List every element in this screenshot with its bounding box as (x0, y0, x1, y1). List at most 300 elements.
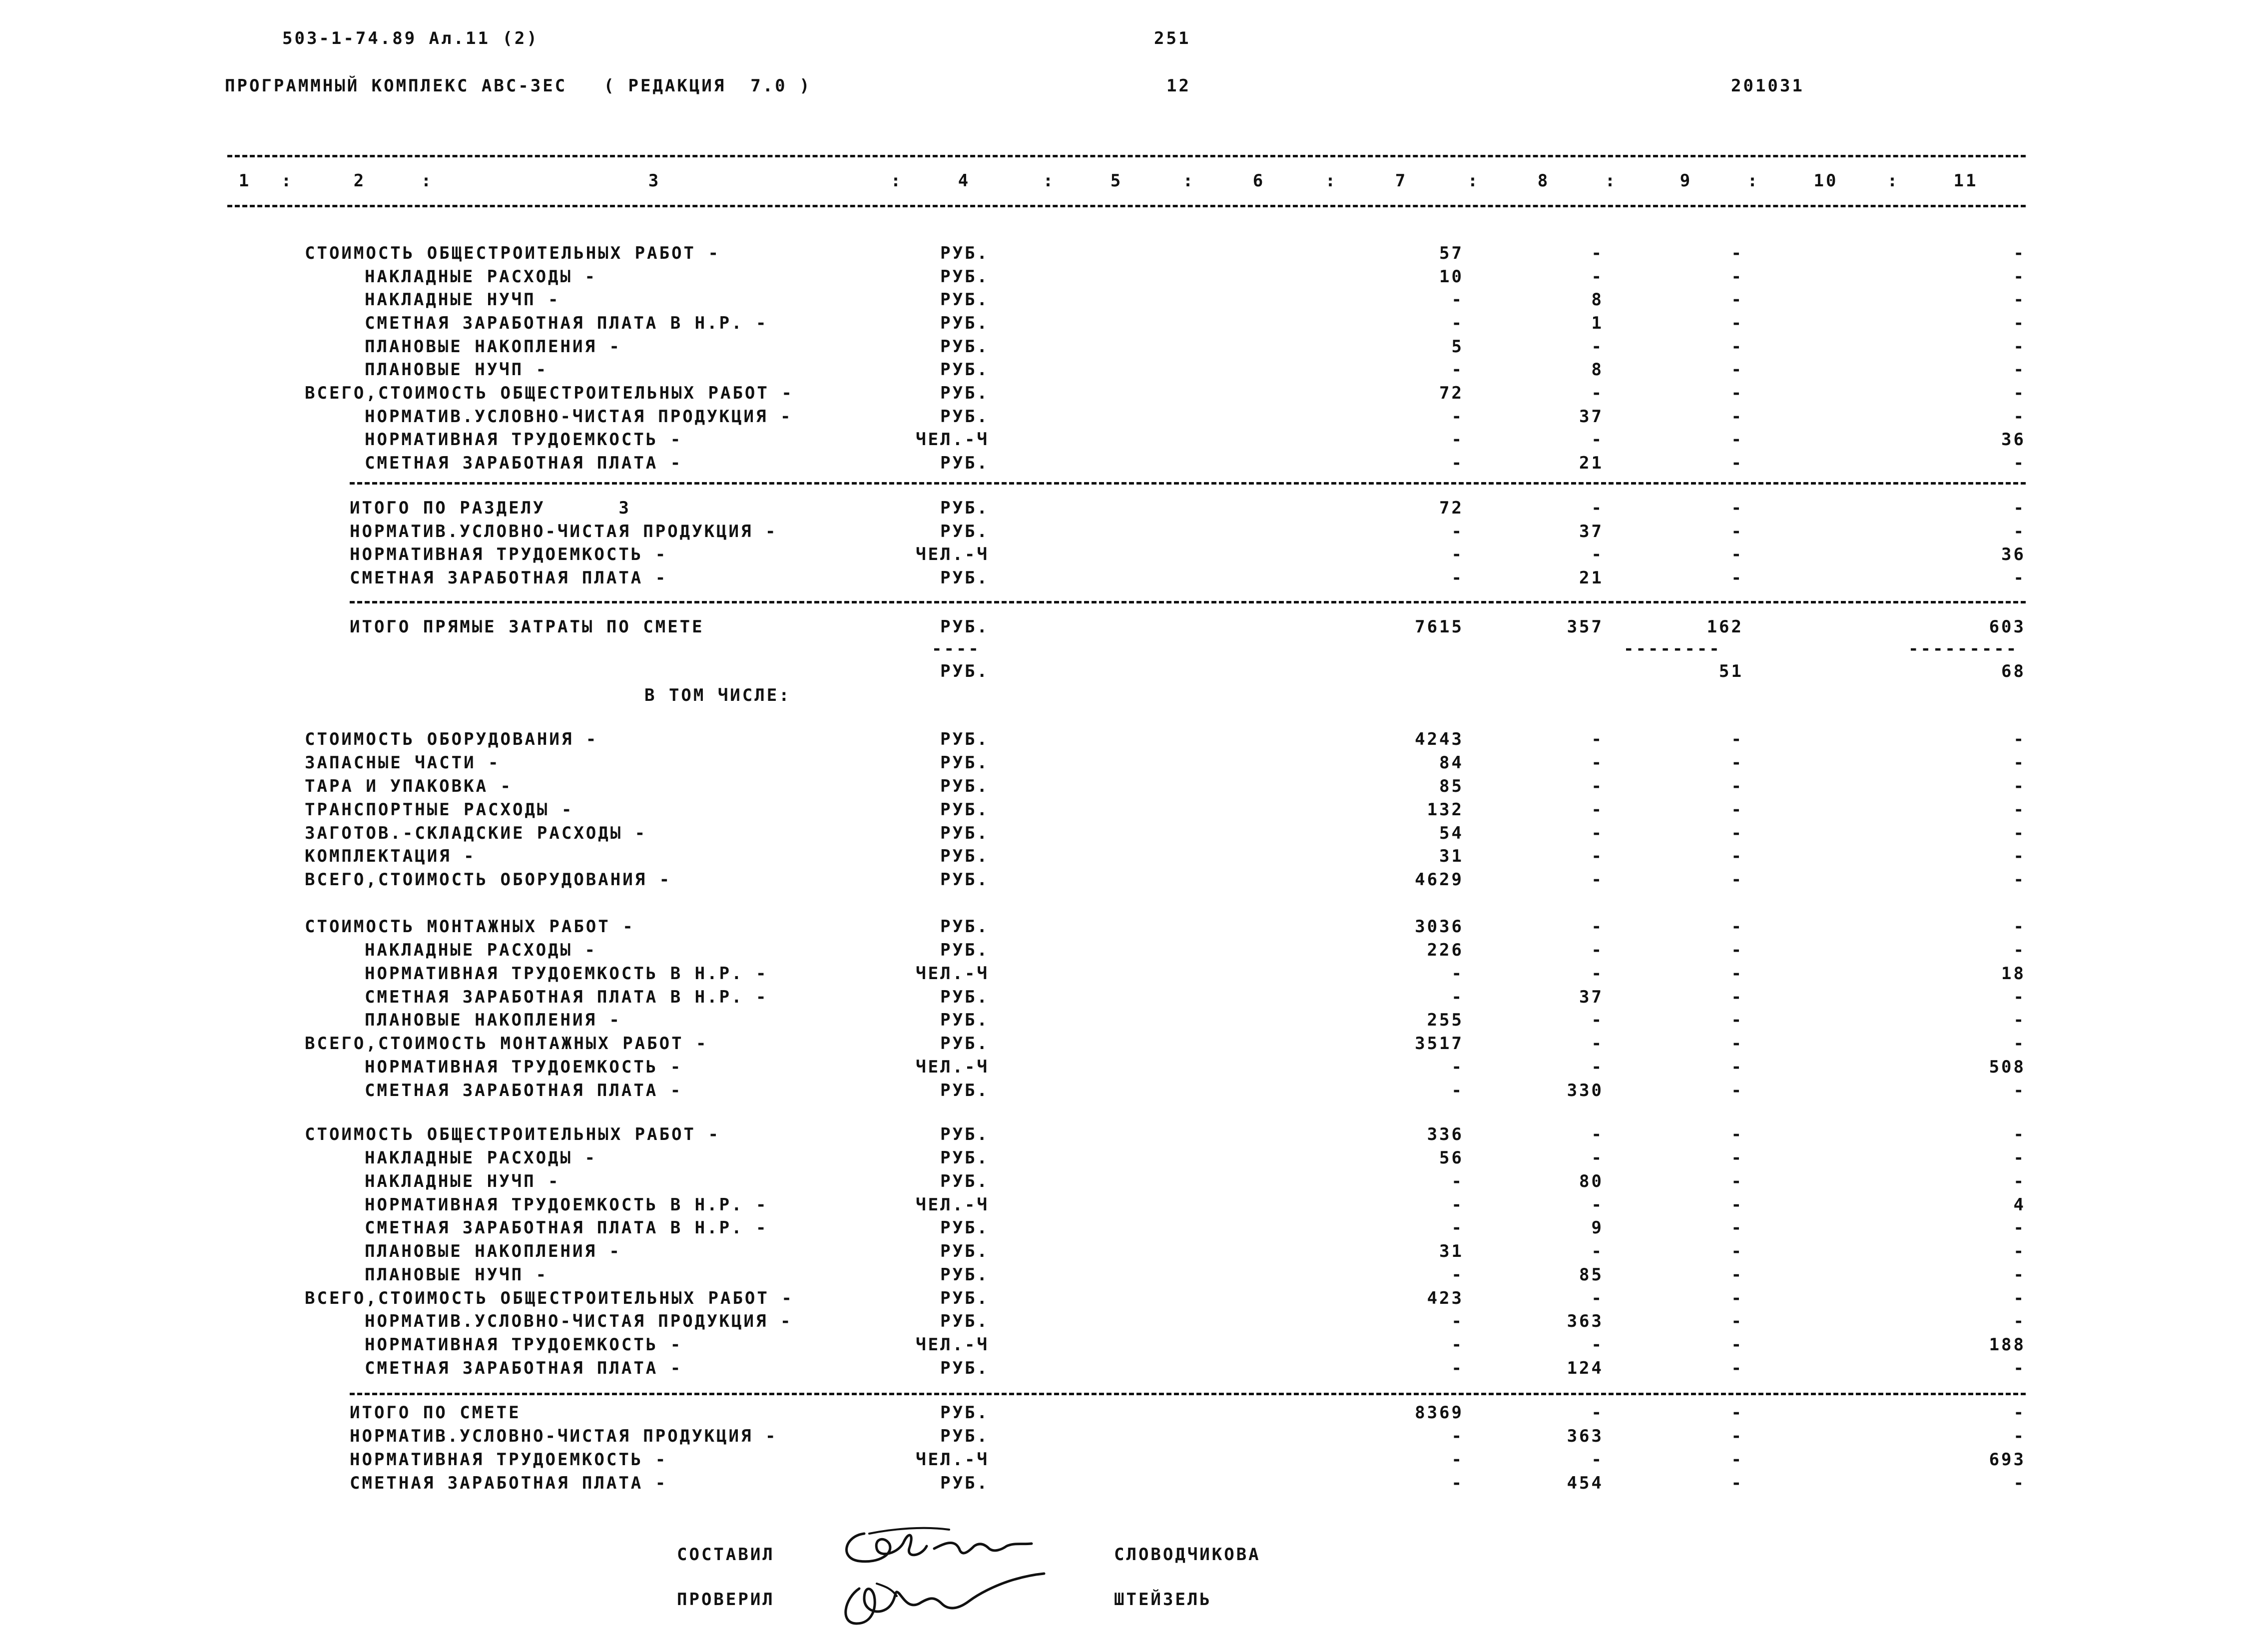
row-col11: 36 (2001, 545, 2026, 564)
row-col9: - (1731, 498, 1743, 518)
row-col9: - (1731, 1171, 1743, 1191)
row-col8: - (1591, 1241, 1604, 1261)
row-col11: - (2013, 870, 2026, 890)
row-col9: - (1731, 1358, 1743, 1378)
row-col11: 508 (1989, 1057, 2026, 1077)
row-col7: 54 (1439, 823, 1464, 843)
row-unit: РУБ. (940, 1473, 989, 1493)
row-unit: РУБ. (940, 617, 989, 637)
row-col8: - (1591, 846, 1604, 866)
column-header: 8 (1537, 171, 1550, 191)
row-unit: РУБ. (940, 337, 989, 357)
row-col8: - (1591, 1195, 1604, 1215)
row-col9: - (1731, 290, 1743, 310)
row-col7: - (1451, 1335, 1464, 1355)
column9-underline: -------- (1624, 639, 1721, 659)
row-col9: - (1731, 360, 1743, 380)
row-label: ПЛАНОВЫЕ НУЧП - (365, 1265, 549, 1285)
row-col7: 7615 (1415, 617, 1464, 637)
row-col8: 9 (1591, 1218, 1604, 1238)
row-col7: - (1451, 987, 1464, 1007)
row-label: ИТОГО ПО СМЕТЕ (350, 1403, 521, 1423)
row-col9: - (1731, 1473, 1743, 1493)
signature-compiled (834, 1519, 1044, 1574)
row-col11: - (2013, 1034, 2026, 1054)
row-label: НАКЛАДНЫЕ РАСХОДЫ - (365, 1148, 597, 1168)
row-col7: 255 (1427, 1010, 1464, 1030)
row-col7: - (1451, 1057, 1464, 1077)
page-number: 251 (1154, 28, 1191, 48)
row-col8: 363 (1567, 1311, 1604, 1331)
row-unit: РУБ. (940, 823, 989, 843)
row-col11: 4 (2013, 1195, 2026, 1215)
row-unit: РУБ. (940, 1034, 989, 1054)
row-unit: РУБ. (940, 870, 989, 890)
row-unit: ЧЕЛ.-Ч (916, 964, 989, 984)
row-col11: - (2013, 1403, 2026, 1423)
row-col9: - (1731, 1241, 1743, 1261)
doc-code: 503-1-74.89 Ал.11 (2) (282, 28, 539, 48)
column-header: 9 (1680, 171, 1692, 191)
row-col9: - (1731, 1311, 1743, 1331)
row-unit: РУБ. (940, 661, 989, 681)
program-title: ПРОГРАММНЫЙ КОМПЛЕКС АВС-ЗЕС ( РЕДАКЦИЯ 7.0 ) (225, 76, 812, 96)
row-col9: - (1731, 1335, 1743, 1355)
row-label: ЗАПАСНЫЕ ЧАСТИ - (305, 753, 501, 773)
section-separator (350, 601, 2026, 603)
row-unit: РУБ. (940, 522, 989, 542)
row-unit: РУБ. (940, 800, 989, 820)
row-unit: РУБ. (940, 360, 989, 380)
row-label: ТРАНСПОРТНЫЕ РАСХОДЫ - (305, 800, 574, 820)
row-col8: - (1591, 940, 1604, 960)
row-unit: РУБ. (940, 1358, 989, 1378)
row-col11: - (2013, 1358, 2026, 1378)
row-col9: - (1731, 964, 1743, 984)
row-unit: РУБ. (940, 1010, 989, 1030)
row-label: НОРМАТИВ.УСЛОВНО-ЧИСТАЯ ПРОДУКЦИЯ - (365, 1311, 793, 1331)
unit-underline: ---- (932, 639, 981, 659)
row-label: ПЛАНОВЫЕ НАКОПЛЕНИЯ - (365, 1010, 621, 1030)
row-unit: РУБ. (940, 987, 989, 1007)
row-col11: - (2013, 800, 2026, 820)
row-col7: - (1451, 407, 1464, 427)
row-unit: РУБ. (940, 313, 989, 333)
row-col8: - (1591, 1010, 1604, 1030)
row-col11: - (2013, 383, 2026, 403)
row-label: НАКЛАДНЫЕ РАСХОДЫ - (365, 267, 597, 287)
row-label: КОМПЛЕКТАЦИЯ - (305, 846, 476, 866)
row-label: НОРМАТИВНАЯ ТРУДОЕМКОСТЬ - (365, 1057, 683, 1077)
row-col8: 21 (1579, 453, 1604, 473)
row-col7: 85 (1439, 776, 1464, 796)
row-col11: - (2013, 940, 2026, 960)
row-col7: 5 (1451, 337, 1464, 357)
row-col9: - (1731, 1034, 1743, 1054)
row-col11: - (2013, 407, 2026, 427)
row-col9: - (1731, 753, 1743, 773)
column-header: 4 (958, 171, 971, 191)
row-unit: РУБ. (940, 453, 989, 473)
row-label: СМЕТНАЯ ЗАРАБОТНАЯ ПЛАТА В Н.Р. - (365, 1218, 768, 1238)
row-col9: - (1731, 1403, 1743, 1423)
row-label: НОРМАТИВНАЯ ТРУДОЕМКОСТЬ - (350, 1450, 668, 1470)
signature-checked (829, 1569, 1049, 1634)
row-col11: 36 (2001, 430, 2026, 450)
row-col9: - (1731, 243, 1743, 263)
column-separator: : (1325, 171, 1338, 191)
column-header: 10 (1813, 171, 1838, 191)
row-col7: 31 (1439, 1241, 1464, 1261)
row-col11: - (2013, 267, 2026, 287)
row-col11: - (2013, 1124, 2026, 1144)
row-col7: 31 (1439, 846, 1464, 866)
row-col9: - (1731, 1124, 1743, 1144)
row-col8: - (1591, 1450, 1604, 1470)
row-col11: - (2013, 1311, 2026, 1331)
row-col7: 3036 (1415, 917, 1464, 937)
row-col8: 21 (1579, 568, 1604, 588)
row-unit: РУБ. (940, 1218, 989, 1238)
row-label: СТОИМОСТЬ ОБЩЕСТРОИТЕЛЬНЫХ РАБОТ - (305, 243, 720, 263)
row-unit: РУБ. (940, 940, 989, 960)
row-col7: - (1451, 1195, 1464, 1215)
row-unit: РУБ. (940, 290, 989, 310)
row-col8: - (1591, 753, 1604, 773)
row-col8: 85 (1579, 1265, 1604, 1285)
row-unit: РУБ. (940, 1081, 989, 1101)
row-col7: 72 (1439, 383, 1464, 403)
column-header: 6 (1252, 171, 1265, 191)
row-col9: - (1731, 940, 1743, 960)
row-col9: - (1731, 522, 1743, 542)
row-col9: - (1731, 407, 1743, 427)
row-label: НОРМАТИВНАЯ ТРУДОЕМКОСТЬ - (365, 1335, 683, 1355)
column-separator: : (890, 171, 903, 191)
row-col9: - (1731, 1195, 1743, 1215)
row-label: НОРМАТИВНАЯ ТРУДОЕМКОСТЬ - (365, 430, 683, 450)
row-col7: - (1451, 964, 1464, 984)
compiled-by-name: СЛОВОДЧИКОВА (1114, 1545, 1261, 1565)
column-header: 7 (1395, 171, 1408, 191)
row-col9: - (1731, 1081, 1743, 1101)
section-separator (350, 482, 2026, 485)
row-unit: РУБ. (940, 846, 989, 866)
row-label: ВСЕГО,СТОИМОСТЬ ОБЩЕСТРОИТЕЛЬНЫХ РАБОТ - (305, 1288, 794, 1308)
row-col7: 4629 (1415, 870, 1464, 890)
row-col9: - (1731, 1288, 1743, 1308)
row-col11: - (2013, 360, 2026, 380)
row-label: НОРМАТИВНАЯ ТРУДОЕМКОСТЬ В Н.Р. - (365, 1195, 768, 1215)
row-col7: 4243 (1415, 729, 1464, 749)
row-col8: - (1591, 430, 1604, 450)
row-unit: РУБ. (940, 1403, 989, 1423)
row-label: ТАРА И УПАКОВКА - (305, 776, 513, 796)
row-label: СМЕТНАЯ ЗАРАБОТНАЯ ПЛАТА В Н.Р. - (365, 987, 768, 1007)
column11-underline: --------- (1908, 639, 2019, 659)
row-col7: - (1451, 453, 1464, 473)
row-col9: - (1731, 1426, 1743, 1446)
row-col11: 188 (1989, 1335, 2026, 1355)
row-label: НОРМАТИВНАЯ ТРУДОЕМКОСТЬ - (350, 545, 668, 564)
column-separator: : (1043, 171, 1056, 191)
document-code: 201031 (1731, 76, 1804, 96)
row-col11: - (2013, 453, 2026, 473)
row-unit: ЧЕЛ.-Ч (916, 1057, 989, 1077)
row-col8: - (1591, 964, 1604, 984)
row-unit: РУБ. (940, 1171, 989, 1191)
row-col7: - (1451, 313, 1464, 333)
checked-by-label: ПРОВЕРИЛ (677, 1590, 775, 1610)
row-col11: 693 (1989, 1450, 2026, 1470)
row-unit: РУБ. (940, 1124, 989, 1144)
row-col7: 72 (1439, 498, 1464, 518)
row-col9: - (1731, 453, 1743, 473)
row-unit: РУБ. (940, 917, 989, 937)
column-separator: : (281, 171, 294, 191)
row-unit: РУБ. (940, 243, 989, 263)
row-col9: - (1731, 1148, 1743, 1168)
table-header-rule (227, 205, 2026, 207)
row-col9: - (1731, 1218, 1743, 1238)
row-label: СТОИМОСТЬ МОНТАЖНЫХ РАБОТ - (305, 917, 635, 937)
column-separator: : (1747, 171, 1760, 191)
row-col11: - (2013, 1010, 2026, 1030)
row-unit: РУБ. (940, 1288, 989, 1308)
row-col11: 603 (1989, 617, 2026, 637)
row-label: ВСЕГО,СТОИМОСТЬ ОБОРУДОВАНИЯ - (305, 870, 672, 890)
column-header: 3 (648, 171, 661, 191)
row-unit: ЧЕЛ.-Ч (916, 430, 989, 450)
row-col7: - (1451, 1218, 1464, 1238)
row-label: НАКЛАДНЫЕ НУЧП - (365, 1171, 560, 1191)
row-col8: - (1591, 243, 1604, 263)
row-col7: - (1451, 1358, 1464, 1378)
column-separator: : (421, 171, 434, 191)
row-col8: - (1591, 545, 1604, 564)
row-col7: 84 (1439, 753, 1464, 773)
row-col7: 132 (1427, 800, 1464, 820)
row-col8: - (1591, 870, 1604, 890)
row-label: НОРМАТИВ.УСЛОВНО-ЧИСТАЯ ПРОДУКЦИЯ - (350, 1426, 778, 1446)
row-col8: - (1591, 1403, 1604, 1423)
column-header: 1 (238, 171, 251, 191)
row-col11: 68 (2001, 661, 2026, 681)
row-col7: 226 (1427, 940, 1464, 960)
row-col9: - (1731, 1450, 1743, 1470)
section-separator (350, 1393, 2026, 1395)
row-unit: РУБ. (940, 498, 989, 518)
row-unit: РУБ. (940, 568, 989, 588)
row-col7: - (1451, 1426, 1464, 1446)
column-separator: : (1467, 171, 1480, 191)
row-col9: - (1731, 267, 1743, 287)
row-label: НОРМАТИВ.УСЛОВНО-ЧИСТАЯ ПРОДУКЦИЯ - (350, 522, 778, 542)
column-header: 2 (353, 171, 366, 191)
row-col9: - (1731, 823, 1743, 843)
row-col7: - (1451, 522, 1464, 542)
row-col11: - (2013, 498, 2026, 518)
row-col9: - (1731, 337, 1743, 357)
row-col11: - (2013, 823, 2026, 843)
column-separator: : (1887, 171, 1900, 191)
row-col11: - (2013, 1218, 2026, 1238)
row-unit: РУБ. (940, 1148, 989, 1168)
row-col8: - (1591, 917, 1604, 937)
row-label: ВСЕГО,СТОИМОСТЬ ОБЩЕСТРОИТЕЛЬНЫХ РАБОТ - (305, 383, 794, 403)
row-unit: РУБ. (940, 729, 989, 749)
row-col11: - (2013, 1288, 2026, 1308)
row-col7: 56 (1439, 1148, 1464, 1168)
row-label: СТОИМОСТЬ ОБОРУДОВАНИЯ - (305, 729, 598, 749)
row-col8: 8 (1591, 290, 1604, 310)
row-col7: 423 (1427, 1288, 1464, 1308)
row-col11: - (2013, 729, 2026, 749)
row-col11: - (2013, 1081, 2026, 1101)
row-col7: - (1451, 1473, 1464, 1493)
checked-by-name: ШТЕЙЗЕЛЬ (1114, 1590, 1212, 1610)
row-unit: РУБ. (940, 267, 989, 287)
row-col7: - (1451, 430, 1464, 450)
row-unit: РУБ. (940, 407, 989, 427)
row-col9: 162 (1706, 617, 1743, 637)
row-col8: 80 (1579, 1171, 1604, 1191)
compiled-by-label: СОСТАВИЛ (677, 1545, 775, 1565)
row-label: СМЕТНАЯ ЗАРАБОТНАЯ ПЛАТА - (365, 1081, 683, 1101)
row-label: СМЕТНАЯ ЗАРАБОТНАЯ ПЛАТА В Н.Р. - (365, 313, 768, 333)
row-unit: ЧЕЛ.-Ч (916, 545, 989, 564)
row-col7: - (1451, 1171, 1464, 1191)
row-label: ПЛАНОВЫЕ НАКОПЛЕНИЯ - (365, 1241, 621, 1261)
row-col11: - (2013, 987, 2026, 1007)
row-col8: 37 (1579, 522, 1604, 542)
row-col11: - (2013, 313, 2026, 333)
row-unit: РУБ. (940, 1311, 989, 1331)
row-label: ИТОГО ПО РАЗДЕЛУ 3 (350, 498, 631, 518)
row-label: ПЛАНОВЫЕ НАКОПЛЕНИЯ - (365, 337, 621, 357)
row-col8: - (1591, 1124, 1604, 1144)
row-col8: - (1591, 823, 1604, 843)
row-unit: РУБ. (940, 776, 989, 796)
row-label: СМЕТНАЯ ЗАРАБОТНАЯ ПЛАТА - (350, 568, 668, 588)
row-col11: - (2013, 846, 2026, 866)
row-col11: - (2013, 1426, 2026, 1446)
row-col7: 3517 (1415, 1034, 1464, 1054)
row-col11: - (2013, 243, 2026, 263)
row-col11: - (2013, 753, 2026, 773)
row-col11: - (2013, 568, 2026, 588)
row-col7: 8369 (1415, 1403, 1464, 1423)
row-col8: - (1591, 383, 1604, 403)
row-col8: 454 (1567, 1473, 1604, 1493)
row-col11: 18 (2001, 964, 2026, 984)
row-col7: 10 (1439, 267, 1464, 287)
row-unit: ЧЕЛ.-Ч (916, 1450, 989, 1470)
row-col11: - (2013, 1171, 2026, 1191)
row-col9: - (1731, 1057, 1743, 1077)
column-header: 11 (1953, 171, 1978, 191)
row-col11: - (2013, 522, 2026, 542)
row-col11: - (2013, 776, 2026, 796)
row-label: СМЕТНАЯ ЗАРАБОТНАЯ ПЛАТА - (365, 453, 683, 473)
row-label: ПЛАНОВЫЕ НУЧП - (365, 360, 549, 380)
row-col7: - (1451, 1311, 1464, 1331)
row-unit: РУБ. (940, 383, 989, 403)
row-col11: - (2013, 290, 2026, 310)
row-col8: - (1591, 729, 1604, 749)
row-col9: - (1731, 568, 1743, 588)
row-col8: 330 (1567, 1081, 1604, 1101)
row-col8: - (1591, 337, 1604, 357)
row-label: СТОИМОСТЬ ОБЩЕСТРОИТЕЛЬНЫХ РАБОТ - (305, 1124, 720, 1144)
row-col7: - (1451, 1265, 1464, 1285)
row-unit: РУБ. (940, 1426, 989, 1446)
row-unit: РУБ. (940, 1265, 989, 1285)
row-col7: - (1451, 545, 1464, 564)
row-col11: - (2013, 917, 2026, 937)
row-col8: - (1591, 776, 1604, 796)
table-top-rule (227, 155, 2026, 157)
row-col9: - (1731, 545, 1743, 564)
row-label: ИТОГО ПРЯМЫЕ ЗАТРАТЫ ПО СМЕТЕ (350, 617, 704, 637)
row-col7: 57 (1439, 243, 1464, 263)
row-col8: - (1591, 498, 1604, 518)
row-col9: - (1731, 430, 1743, 450)
row-col9: - (1731, 800, 1743, 820)
row-label: ВСЕГО,СТОИМОСТЬ МОНТАЖНЫХ РАБОТ - (305, 1034, 708, 1054)
row-unit: РУБ. (940, 753, 989, 773)
row-col9: - (1731, 776, 1743, 796)
row-col8: - (1591, 267, 1604, 287)
row-col7: 336 (1427, 1124, 1464, 1144)
row-label: НОРМАТИВНАЯ ТРУДОЕМКОСТЬ В Н.Р. - (365, 964, 768, 984)
row-col8: - (1591, 1288, 1604, 1308)
row-col8: 124 (1567, 1358, 1604, 1378)
row-col9: 51 (1719, 661, 1743, 681)
row-col9: - (1731, 1265, 1743, 1285)
row-col8: - (1591, 1148, 1604, 1168)
row-col11: - (2013, 1473, 2026, 1493)
row-label: В ТОМ ЧИСЛЕ: (644, 685, 791, 705)
row-col8: 37 (1579, 987, 1604, 1007)
row-label: СМЕТНАЯ ЗАРАБОТНАЯ ПЛАТА - (350, 1473, 668, 1493)
row-col7: - (1451, 568, 1464, 588)
row-label: СМЕТНАЯ ЗАРАБОТНАЯ ПЛАТА - (365, 1358, 683, 1378)
row-col8: - (1591, 1057, 1604, 1077)
row-col7: - (1451, 1081, 1464, 1101)
row-col8: 1 (1591, 313, 1604, 333)
row-col8: - (1591, 800, 1604, 820)
row-unit: ЧЕЛ.-Ч (916, 1335, 989, 1355)
row-col7: - (1451, 360, 1464, 380)
row-col11: - (2013, 337, 2026, 357)
row-col11: - (2013, 1241, 2026, 1261)
row-col8: - (1591, 1034, 1604, 1054)
row-col9: - (1731, 987, 1743, 1007)
row-col9: - (1731, 846, 1743, 866)
row-col8: 37 (1579, 407, 1604, 427)
row-col8: 357 (1567, 617, 1604, 637)
row-unit: РУБ. (940, 1241, 989, 1261)
column-separator: : (1182, 171, 1195, 191)
row-col8: 8 (1591, 360, 1604, 380)
row-col7: - (1451, 1450, 1464, 1470)
row-col9: - (1731, 917, 1743, 937)
row-col8: - (1591, 1335, 1604, 1355)
column-header: 5 (1110, 171, 1123, 191)
row-label: ЗАГОТОВ.-СКЛАДСКИЕ РАСХОДЫ - (305, 823, 647, 843)
row-col11: - (2013, 1265, 2026, 1285)
